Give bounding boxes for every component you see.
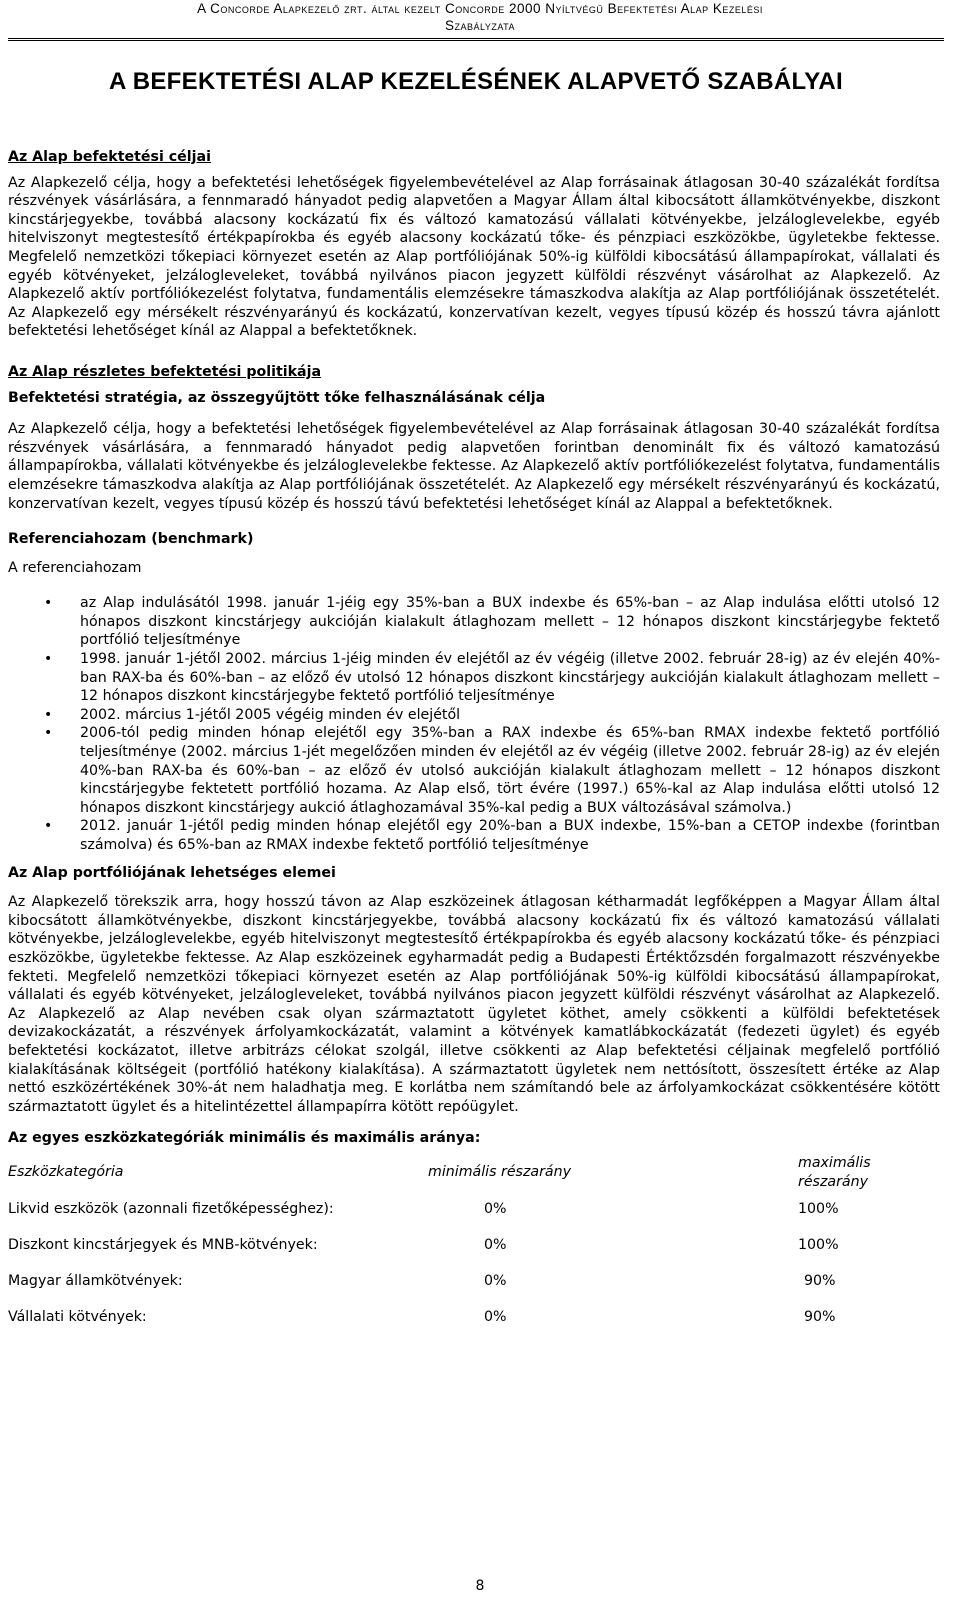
strategy-paragraph: Az Alapkezelő célja, hogy a befektetési lehetőségek figyelembevételével az Alap forrásainak átlagosan 30-40 százalékát fordítsa részvények vásárlására, a fennmaradó hányadot pedig alapvetően forintban denominált fix és változó kamatozású állampapírokba, vállalati kötvényekbe és jelzáloglevelekbe fektesse. Az Alapkezelő aktív portfóliókezelést folytatva, fundamentális elemzésekre támaszkodva alakítja az Alap portfóliójának összetételét. Az Alapkezelő egy mérsékelt részvényarányú és kockázatú, konzervatívan kezelt, vegyes típusú közép és hosszú távú befektetési lehetőséget kínál az Alappal a befektetőknek.	[8, 421, 940, 512]
running-header-line-2: Szabályzata	[444, 18, 516, 33]
cell-min: 0%	[484, 1236, 507, 1253]
portfolio-elements-heading: Az Alap portfóliójának lehetséges elemei	[8, 864, 336, 881]
benchmark-item-text: 2002. március 1-jétől 2005 végéig minden év elejétől	[80, 706, 461, 723]
cell-category: Likvid eszközök (azonnali fizetőképességhez):	[8, 1200, 334, 1217]
bullet-icon: •	[44, 725, 53, 742]
allocation-heading: Az egyes eszközkategóriák minimális és maximális aránya:	[8, 1130, 481, 1147]
column-header-min: minimális részarány	[428, 1164, 572, 1181]
column-header-max: maximális részarány	[798, 1154, 871, 1190]
benchmark-item-text: 2012. január 1-jétől pedig minden hónap elejétől egy 20%-ban a BUX indexbe, 15%-ban a CETOP indexbe (forintban számolva) és 65%-ban az RMAX indexbe fektető portfólió teljesítménye	[80, 818, 940, 853]
benchmark-item-text: 1998. január 1-jétől 2002. március 1-jéig minden év elejétől az év végéig (illetve 2002. február 28-ig) az év elején 40%-ban RAX-ba és 60%-ban – az előző év utolsó 12 hónapos diszkont kincstárjegy aukcióján kialakult átlaghozam mellett – 12 hónapos diszkont kincstárjegybe fektető portfólió teljesítménye	[80, 651, 940, 705]
cell-min: 0%	[484, 1200, 507, 1217]
page-title: A BEFEKTETÉSI ALAP KEZELÉSÉNEK ALAPVETŐ SZABÁLYAI	[109, 68, 843, 95]
cell-max: 100%	[798, 1200, 839, 1217]
table-row	[8, 1299, 940, 1335]
list-item	[8, 817, 940, 854]
investment-goals-paragraph: Az Alapkezelő célja, hogy a befektetési lehetőségek figyelembevételével az Alap forrásainak átlagosan 30-40 százalékát fordítsa részvények vásárlására, a fennmaradó hányadot pedig alapvetően a Magyar Állam által kibocsátott államkötvényekbe, diszkont kincstárjegyekbe, továbbá alacsony kockázatú fix és változó kamatozású vállalati kötvényekbe, jelzáloglevelekbe, egyéb hitelviszonyt megtestesítő értékpapírokba és egyéb alacsony kockázatú tőke- és pénzpiaci eszközökbe, ügyletekbe fektesse. Megfelelő nemzetközi tőkepiaci környezet esetén az Alap portfóliójának 50%-ig külföldi kibocsátású állampapírokat, vállalati és egyéb kötvényeket, jelzálogleveleket, továbbá nyilvános piacon jegyzett külföldi részvényt vásárolhat az Alapkezelő. Az Alapkezelő aktív portfóliókezelést folytatva, fundamentális elemzésekre támaszkodva alakítja az Alap portfóliójának összetételét. Az Alapkezelő egy mérsékelt részvényarányú és kockázatú, konzervatívan kezelt, vegyes típusú közép és hosszú távra ajánlott befektetési lehetőséget kínál az Alappal a befektetőknek.	[8, 174, 940, 340]
table-header-row	[8, 1154, 940, 1191]
section-heading-investment-goals: Az Alap befektetési céljai	[8, 149, 211, 165]
list-item	[8, 706, 940, 725]
cell-category: Vállalati kötvények:	[8, 1308, 147, 1325]
allocation-table	[8, 1154, 940, 1335]
running-header	[0, 0, 960, 34]
header-divider	[8, 38, 944, 41]
benchmark-list	[8, 594, 940, 854]
cell-max: 90%	[804, 1308, 836, 1325]
portfolio-elements-paragraph: Az Alapkezelő törekszik arra, hogy hosszú távon az Alap eszközeinek átlagosan kétharmadát legfőképpen a Magyar Állam által kibocsátott államkötvényekbe, diszkont kincstárjegyekbe, továbbá alacsony kockázatú fix és változó kamatozású vállalati kötvényekbe, jelzáloglevelekbe, egyéb hitelviszonyt megtestesítő értékpapírokba és egyéb alacsony kockázatú tőke- és pénzpiaci eszközökbe, ügyletekbe fektesse. Az Alap eszközeinek egyharmadát pedig a Budapesti Értéktőzsdén forgalmazott részvényekbe fekteti. Megfelelő nemzetközi tőkepiaci környezet esetén az Alap portfóliójának 50%-ig külföldi kibocsátású állampapírokat, vállalati és egyéb kötvényeket, jelzálogleveleket, továbbá nyilvános piacon jegyzett külföldi részvényt vásárolhat az Alapkezelő. Az Alapkezelő az Alap nevében csak olyan származtatott ügyletet köthet, amely csökkenti a külföldi befektetések devizakockázatát, a részvények árfolyamkockázatát, valamint a kötvények kamatlábkockázatát (fedezeti ügylet) és egyéb befektetési kockázatot, illetve arbitrázs célokat szolgál, illetve csökkenti az Alap befektetési céljainak megfelelő portfólió kialakításának költségeit (portfólió hatékony kialakítása). A származtatott ügyletek nem nettósított, összesített értéke az Alap nettó eszközértékének 30%-át nem haladhatja meg. E korlátba nem számítandó bele az árfolyamkockázat csökkentésére kötött származtatott ügylet és a hitelintézettel állampapírra kötött repóügylet.	[8, 894, 940, 1115]
table-row	[8, 1191, 940, 1227]
cell-max: 100%	[798, 1236, 839, 1253]
cell-category: Diszkont kincstárjegyek és MNB-kötvények:	[8, 1236, 318, 1253]
bullet-icon: •	[44, 818, 53, 835]
running-header-line-1: A Concorde Alapkezelő zrt. által kezelt Concorde 2000 Nyíltvégű Befektetési Alap Kezelési	[197, 1, 763, 16]
cell-category: Magyar államkötvények:	[8, 1272, 183, 1289]
cell-max: 90%	[804, 1272, 836, 1289]
column-header-category: Eszközkategória	[8, 1164, 124, 1181]
benchmark-item-text: az Alap indulásától 1998. január 1-jéig egy 35%-ban a BUX indexbe és 65%-ban – az Alap indulása előtti utolsó 12 hónapos diszkont kincstárjegy aukcióján kialakult átlaghozam mellett – 12 hónapos diszkont kincstárjegybe fektető portfólió teljesítménye	[80, 595, 940, 649]
bullet-icon: •	[44, 706, 53, 723]
cell-min: 0%	[484, 1308, 507, 1325]
bullet-icon: •	[44, 651, 53, 668]
benchmark-intro: A referenciahozam	[8, 559, 142, 576]
document-body	[8, 148, 940, 1335]
section-heading-investment-policy: Az Alap részletes befektetési politikája	[8, 363, 322, 380]
subheading-strategy: Befektetési stratégia, az összegyűjtött tőke felhasználásának célja	[8, 389, 546, 406]
table-row	[8, 1263, 940, 1299]
list-item	[8, 650, 940, 706]
list-item	[8, 724, 940, 817]
table-row	[8, 1227, 940, 1263]
cell-min: 0%	[484, 1272, 507, 1289]
benchmark-heading: Referenciahozam (benchmark)	[8, 531, 254, 548]
page-number: 8	[475, 1578, 485, 1594]
list-item	[8, 594, 940, 650]
bullet-icon: •	[44, 595, 53, 612]
benchmark-item-text: 2006-tól pedig minden hónap elejétől egy 35%-ban a RAX indexbe és 65%-ban RMAX indexbe fektető portfólió teljesítménye (2002. március 1-jét megelőzően minden év elejétől az év végéig (illetve 2002. február 28-ig) az év elején 40%-ban RAX-ba és 60%-ban – az előző év utolsó aukcióján kialakult átlaghozam mellett – 12 hónapos diszkont kincstárjegybe fektetett portfólió hozama. Az Alap első, tört évére (1997.) 65%-kal az Alap indulása előtti utolsó 12 hónapos diszkont kincstárjegy aukció átlaghozamával 35%-kal pedig a BUX változásával számolva.)	[80, 725, 940, 816]
